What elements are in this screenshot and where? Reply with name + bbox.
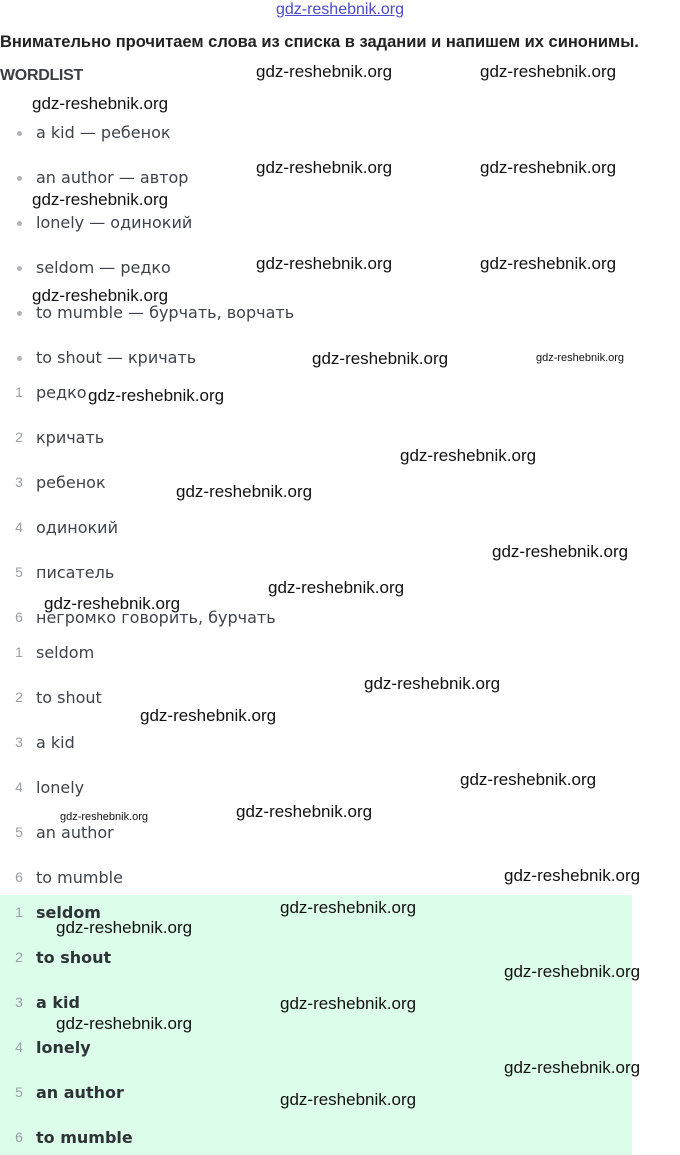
item-number: 3: [15, 734, 23, 750]
watermark: gdz-reshebnik.org: [536, 352, 625, 364]
watermark: gdz-reshebnik.org: [364, 674, 501, 693]
bullet-icon: [17, 266, 22, 271]
watermark: gdz-reshebnik.org: [256, 158, 393, 177]
item-number: 2: [15, 949, 23, 965]
item-text: an author: [36, 1083, 124, 1102]
watermark: gdz-reshebnik.org: [56, 1014, 193, 1033]
item-number: 6: [15, 1129, 23, 1145]
item-text: lonely: [36, 778, 85, 797]
watermark: gdz-reshebnik.org: [268, 578, 405, 597]
english-list-item: [0, 641, 640, 667]
item-text: ребенок: [36, 473, 106, 492]
item-number: 1: [15, 904, 23, 920]
watermark: gdz-reshebnik.org: [504, 866, 641, 885]
english-list-item: [0, 731, 640, 757]
item-number: 6: [15, 869, 23, 885]
item-number: 3: [15, 994, 23, 1010]
item-text: lonely: [36, 1038, 91, 1057]
watermark: gdz-reshebnik.org: [56, 918, 193, 937]
watermark: gdz-reshebnik.org: [140, 706, 277, 725]
watermark: gdz-reshebnik.org: [236, 802, 373, 821]
watermark: gdz-reshebnik.org: [480, 254, 617, 273]
item-text: негромко говорить, бурчать: [36, 608, 276, 627]
wordlist-item-text: an author — автор: [36, 168, 189, 187]
wordlist-item-text: seldom — редко: [36, 258, 171, 277]
wordlist-item: [0, 211, 640, 237]
watermark: gdz-reshebnik.org: [256, 254, 393, 273]
item-number: 2: [15, 689, 23, 705]
watermark: gdz-reshebnik.org: [176, 482, 313, 501]
intro-text: Внимательно прочитаем слова из списка в задании и напишем их синонимы.: [0, 33, 639, 51]
item-number: 4: [15, 1039, 23, 1055]
wordlist-heading: WORDLIST: [0, 67, 83, 84]
watermark: gdz-reshebnik.org: [88, 386, 225, 405]
watermark: gdz-reshebnik.org: [400, 446, 537, 465]
watermark: gdz-reshebnik.org: [32, 286, 169, 305]
wordlist-item-text: lonely — одинокий: [36, 213, 193, 232]
item-number: 4: [15, 779, 23, 795]
watermark: gdz-reshebnik.org: [44, 594, 181, 613]
watermark: gdz-reshebnik.org: [32, 94, 169, 113]
item-number: 1: [15, 384, 23, 400]
bullet-icon: [17, 221, 22, 226]
item-text: to shout: [36, 948, 112, 967]
item-text: to mumble: [36, 1128, 133, 1147]
item-text: an author: [36, 823, 114, 842]
watermark: gdz-reshebnik.org: [480, 158, 617, 177]
bullet-icon: [17, 176, 22, 181]
watermark: gdz-reshebnik.org: [460, 770, 597, 789]
item-number: 4: [15, 519, 23, 535]
item-number: 3: [15, 474, 23, 490]
watermark: gdz-reshebnik.org: [492, 542, 629, 561]
watermark: gdz-reshebnik.org: [32, 190, 169, 209]
item-text: to shout: [36, 688, 102, 707]
english-list-item: [0, 686, 640, 712]
watermark: gdz-reshebnik.org: [504, 962, 641, 981]
wordlist-item-text: to shout — кричать: [36, 348, 197, 367]
item-text: a kid: [36, 733, 75, 752]
bullet-icon: [17, 131, 22, 136]
wordlist-item-text: to mumble — бурчать, ворчать: [36, 303, 295, 322]
answer-list-item: [0, 1126, 640, 1152]
item-text: одинокий: [36, 518, 118, 537]
watermark: gdz-reshebnik.org: [280, 1090, 417, 1109]
item-number: 6: [15, 609, 23, 625]
item-text: редко: [36, 383, 87, 402]
watermark: gdz-reshebnik.org: [312, 349, 449, 368]
item-text: seldom: [36, 903, 101, 922]
item-text: писатель: [36, 563, 115, 582]
item-number: 5: [15, 824, 23, 840]
watermark: gdz-reshebnik.org: [280, 994, 417, 1013]
wordlist-item: [0, 121, 640, 147]
item-number: 5: [15, 564, 23, 580]
bullet-icon: [17, 311, 22, 316]
wordlist-item-text: a kid — ребенок: [36, 123, 171, 142]
russian-list-item: [0, 471, 640, 497]
english-list-item: [0, 821, 640, 847]
item-text: кричать: [36, 428, 105, 447]
item-number: 2: [15, 429, 23, 445]
watermark: gdz-reshebnik.org: [256, 62, 393, 81]
item-text: a kid: [36, 993, 80, 1012]
item-number: 1: [15, 644, 23, 660]
item-text: seldom: [36, 643, 95, 662]
watermark: gdz-reshebnik.org: [504, 1058, 641, 1077]
watermark: gdz-reshebnik.org: [60, 811, 149, 823]
item-text: to mumble: [36, 868, 123, 887]
russian-list-item: [0, 516, 640, 542]
russian-list-item: [0, 426, 640, 452]
bullet-icon: [17, 356, 22, 361]
item-number: 5: [15, 1084, 23, 1100]
watermark: gdz-reshebnik.org: [480, 62, 617, 81]
site-link[interactable]: gdz-reshebnik.org: [275, 1, 405, 18]
watermark: gdz-reshebnik.org: [280, 898, 417, 917]
